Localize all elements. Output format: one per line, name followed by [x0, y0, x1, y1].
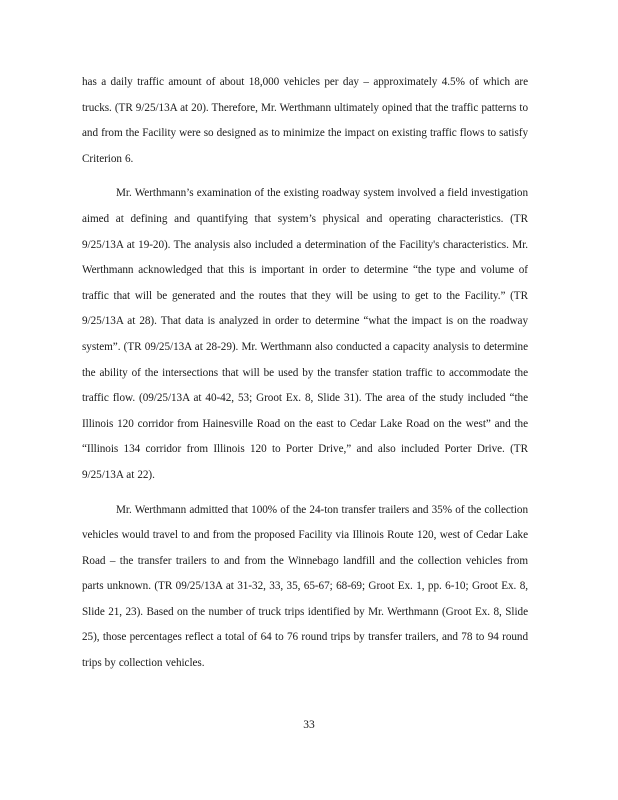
- document-body: [82, 70, 528, 677]
- paragraph-roadway-examination: Mr. Werthmann’s examination of the existing roadway system involved a field investigation aimed at defining and quantifying that system’s physical and operating characteristics. (TR 9/25/13A at 19-20). The analysis also included a determination of the Facility's characteristics. Mr. Werthmann acknowledged that this is important in order to determine “the type and volume of traffic that will be generated and the routes that they will be using to get to the Facility.” (TR 9/25/13A at 28). That data is analyzed in order to determine “what the impact is on the roadway system”. (TR 09/25/13A at 28-29). Mr. Werthmann also conducted a capacity analysis to determine the ability of the intersections that will be used by the transfer station traffic to accommodate the traffic flow. (09/25/13A at 40-42, 53; Groot Ex. 8, Slide 31). The area of the study included “the Illinois 120 corridor from Hainesville Road on the east to Cedar Lake Road on the west” and the “Illinois 134 corridor from Illinois 120 to Porter Drive,” and also included Porter Drive. (TR 9/25/13A at 22).: [82, 187, 528, 481]
- page-number: 33: [303, 719, 315, 731]
- paragraph-truck-routes: Mr. Werthmann admitted that 100% of the 24-ton transfer trailers and 35% of the collection vehicles would travel to and from the proposed Facility via Illinois Route 120, west of Cedar Lake Road – the transfer trailers to and from the Winnebago landfill and the collection vehicles from parts unknown. (TR 09/25/13A at 31-32, 33, 35, 65-67; 68-69; Groot Ex. 1, pp. 6-10; Groot Ex. 8, Slide 21, 23). Based on the number of truck trips identified by Mr. Werthmann (Groot Ex. 8, Slide 25), those percentages reflect a total of 64 to 76 round trips by transfer trailers, and 78 to 94 round trips by collection vehicles.: [82, 503, 528, 670]
- paragraph-continued: has a daily traffic amount of about 18,000 vehicles per day – approximately 4.5% of which are trucks. (TR 9/25/13A at 20). Therefore, Mr. Werthmann ultimately opined that the traffic patterns to and from the Facility were so designed as to minimize the impact on existing traffic flows to satisfy Criterion 6.: [82, 76, 528, 165]
